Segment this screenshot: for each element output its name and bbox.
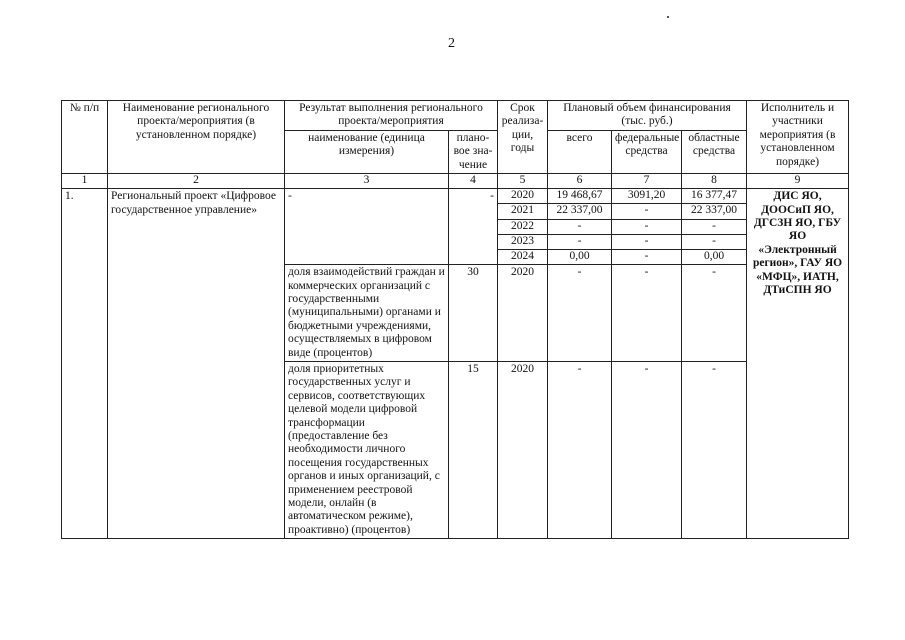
header-result: Результат выполнения регионального проекта/мероприятия bbox=[285, 101, 498, 131]
fin-regional: - bbox=[682, 234, 747, 249]
header-term: Срок реализа- ции, годы bbox=[498, 101, 548, 174]
col-num-8: 8 bbox=[682, 174, 747, 189]
indicator-total: - bbox=[548, 265, 612, 362]
header-project: Наименование регионального проекта/мероприятия (в установленном порядке) bbox=[108, 101, 285, 174]
header-result-plan: плано- вое зна- чение bbox=[449, 130, 498, 173]
fin-year: 2024 bbox=[498, 249, 548, 264]
fin-total: 19 468,67 bbox=[548, 189, 612, 204]
header-num: № п/п bbox=[62, 101, 108, 174]
header-result-name: наименование (единица измерения) bbox=[285, 130, 449, 173]
result-name-dash: - bbox=[285, 189, 449, 265]
result-plan-dash: - bbox=[449, 189, 498, 265]
fin-total: - bbox=[548, 219, 612, 234]
fin-year: 2020 bbox=[498, 189, 548, 204]
fin-federal: - bbox=[612, 219, 682, 234]
fin-year: 2021 bbox=[498, 204, 548, 219]
header-financing: Плановый объем финансирования (тыс. руб.) bbox=[548, 101, 747, 131]
header-regional: областные средства bbox=[682, 130, 747, 173]
fin-regional: 22 337,00 bbox=[682, 204, 747, 219]
indicator-plan: 15 bbox=[449, 362, 498, 539]
col-num-5: 5 bbox=[498, 174, 548, 189]
fin-federal: - bbox=[612, 204, 682, 219]
col-num-6: 6 bbox=[548, 174, 612, 189]
col-num-7: 7 bbox=[612, 174, 682, 189]
indicator-year: 2020 bbox=[498, 265, 548, 362]
fin-year: 2022 bbox=[498, 219, 548, 234]
fin-total: 22 337,00 bbox=[548, 204, 612, 219]
fin-federal: - bbox=[612, 234, 682, 249]
col-num-9: 9 bbox=[747, 174, 849, 189]
project-name: Региональный проект «Цифровое государственное управление» bbox=[108, 189, 285, 539]
indicator-regional: - bbox=[682, 265, 747, 362]
indicator-federal: - bbox=[612, 362, 682, 539]
header-row-1 bbox=[62, 101, 849, 131]
indicator-name: доля взаимодействий граждан и коммерческих организаций с государственными (муниципальными) органами и бюджетными учреждениями, осуществляемых в цифровом виде (процентов) bbox=[285, 265, 449, 362]
col-num-4: 4 bbox=[449, 174, 498, 189]
fin-year: 2023 bbox=[498, 234, 548, 249]
header-federal: федеральные средства bbox=[612, 130, 682, 173]
page-number: 2 bbox=[448, 36, 455, 51]
column-number-row bbox=[62, 174, 849, 189]
indicator-federal: - bbox=[612, 265, 682, 362]
fin-regional: - bbox=[682, 219, 747, 234]
indicator-name: доля приоритетных государственных услуг и сервисов, соответствующих целевой модели цифровой трансформации (предоставление без необходимости личного посещения государственных органов и иных организаций, с применением реестровой модели, онлайн (в автоматическом режиме), проактивно) (процентов) bbox=[285, 362, 449, 539]
executor: ДИС ЯО, ДООСиП ЯО, ДГСЗН ЯО, ГБУ ЯО «Электронный регион», ГАУ ЯО «МФЦ», ИАТН, ДТиСПН ЯО bbox=[747, 189, 849, 539]
header-executor: Исполнитель и участники мероприятия (в установленном порядке) bbox=[747, 101, 849, 174]
financing-table bbox=[61, 100, 849, 539]
fin-regional: 0,00 bbox=[682, 249, 747, 264]
indicator-plan: 30 bbox=[449, 265, 498, 362]
fin-regional: 16 377,47 bbox=[682, 189, 747, 204]
fin-total: - bbox=[548, 234, 612, 249]
indicator-total: - bbox=[548, 362, 612, 539]
indicator-regional: - bbox=[682, 362, 747, 539]
fin-federal: - bbox=[612, 249, 682, 264]
header-total: всего bbox=[548, 130, 612, 173]
col-num-2: 2 bbox=[108, 174, 285, 189]
fin-total: 0,00 bbox=[548, 249, 612, 264]
row-num: 1. bbox=[62, 189, 108, 539]
col-num-3: 3 bbox=[285, 174, 449, 189]
fin-federal: 3091,20 bbox=[612, 189, 682, 204]
table-row bbox=[62, 189, 849, 204]
col-num-1: 1 bbox=[62, 174, 108, 189]
scan-speck bbox=[667, 16, 669, 18]
indicator-year: 2020 bbox=[498, 362, 548, 539]
